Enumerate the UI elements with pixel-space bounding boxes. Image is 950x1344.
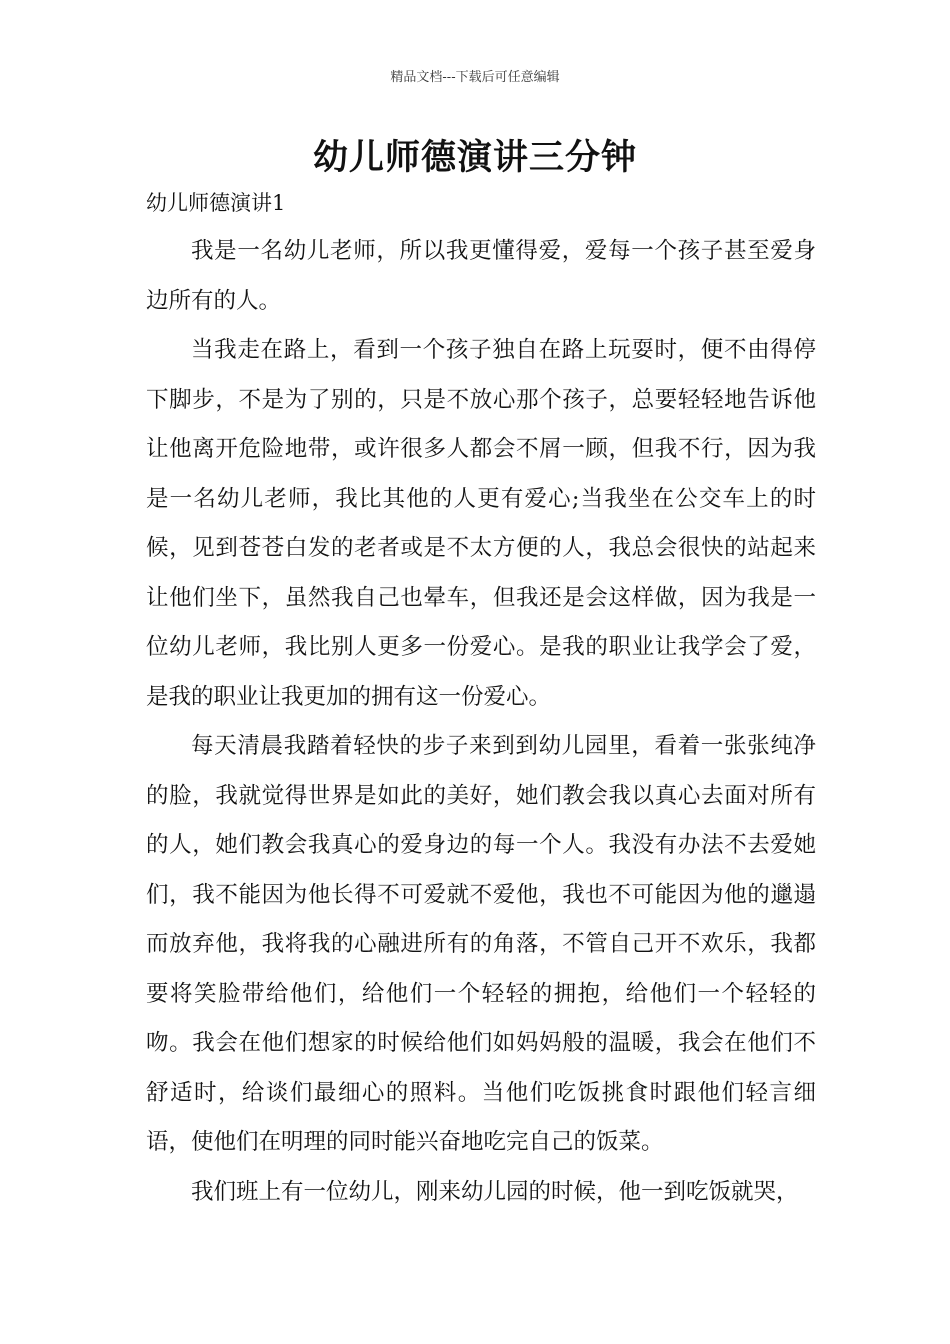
paragraph-2: 当我走在路上，看到一个孩子独自在路上玩耍时，便不由得停下脚步，不是为了别的，只是不放心那个孩子，总要轻轻地告诉他让他离开危险地带，或许很多人都会不屑一顾，但我不行，因为我是一名幼儿老师，我比其他的人更有爱心;当我坐在公交车上的时候，见到苍苍白发的老者或是不太方便的人，我总会很快的站起来让他们坐下，虽然我自己也晕车，但我还是会这样做，因为我是一位幼儿老师，我比别人更多一份爱心。是我的职业让我学会了爱，是我的职业让我更加的拥有这一份爱心。 [146,337,816,710]
section-heading: 幼儿师德演讲1 [146,191,286,215]
paragraph-3: 每天清晨我踏着轻快的步子来到到幼儿园里，看着一张张纯净的脸，我就觉得世界是如此的美好，她们教会我以真心去面对所有的人，她们教会我真心的爱身边的每一个人。我没有办法不去爱她们，我不能因为他长得不可爱就不爱他，我也不可能因为他的邋遢而放弃他，我将我的心融进所有的角落，不管自己开不欢乐，我都要将笑脸带给他们，给他们一个轻轻的拥抱，给他们一个轻轻的吻。我会在他们想家的时候给他们如妈妈般的温暖，我会在他们不舒适时，给谈们最细心的照料。当他们吃饭挑食时跟他们轻言细语，使他们在明理的同时能兴奋地吃完自己的饭菜。 [146,733,816,1155]
document-body [146,227,816,1217]
document-title: 幼儿师德演讲三分钟 [312,137,637,178]
page-header: 精品文档---下载后可任意编辑 [390,70,560,85]
paragraph-1: 我是一名幼儿老师，所以我更懂得爱，爱每一个孩子甚至爱身边所有的人。 [146,238,816,314]
paragraph-4: 我们班上有一位幼儿，刚来幼儿园的时候，他一到吃饭就哭， [191,1178,799,1205]
